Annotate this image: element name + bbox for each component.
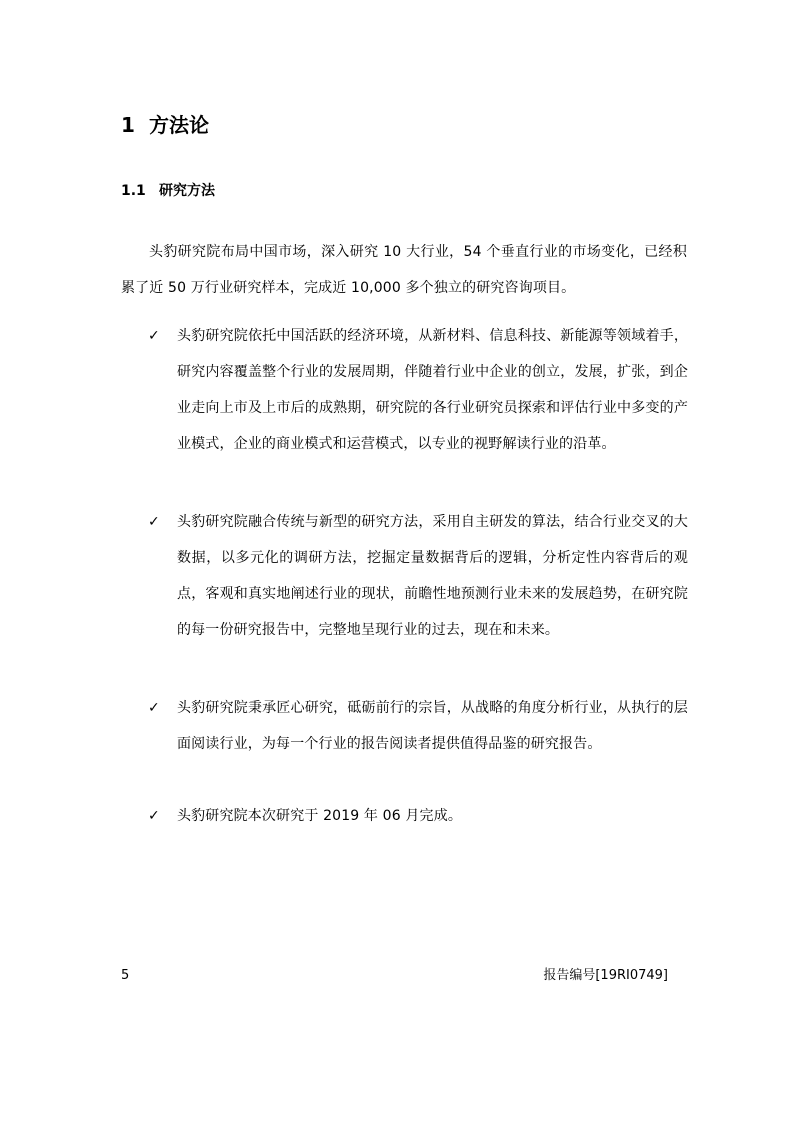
bullet-text: 头豹研究院秉承匠心研究，砥砺前行的宗旨，从战略的角度分析行业，从执行的层面阅读行业，为每一个行业的报告阅读者提供值得品鉴的研究报告。 <box>177 700 688 752</box>
page-number: 5 <box>121 968 130 983</box>
section-heading <box>121 110 209 140</box>
section-number: 1 <box>121 113 135 137</box>
check-icon: ✓ <box>148 808 160 824</box>
intro-paragraph: 头豹研究院布局中国市场，深入研究 10 大行业，54 个垂直行业的市场变化，已经积累了近 50 万行业研究样本，完成近 10,000 多个独立的研究咨询项目。 <box>121 244 687 296</box>
bullet-text: 头豹研究院融合传统与新型的研究方法，采用自主研发的算法，结合行业交叉的大数据，以多元化的调研方法，挖掘定量数据背后的逻辑，分析定性内容背后的观点，客观和真实地阐述行业的现状，前瞻性地预测行业未来的发展趋势，在研究院的每一份研究报告中，完整地呈现行业的过去，现在和未来。 <box>177 514 688 638</box>
subsection-title: 研究方法 <box>159 183 215 199</box>
check-icon: ✓ <box>148 328 160 344</box>
subsection-number: 1.1 <box>121 183 146 199</box>
bullet-item <box>148 690 688 762</box>
bullet-text: 头豹研究院依托中国活跃的经济环境，从新材料、信息科技、新能源等领域着手，研究内容覆盖整个行业的发展周期，伴随着行业中企业的创立，发展，扩张，到企业走向上市及上市后的成熟期，研究院的各行业研究员探索和评估行业中多变的产业模式，企业的商业模式和运营模式，以专业的视野解读行业的沿革。 <box>177 328 688 452</box>
report-id: 报告编号[19RI0749] <box>543 968 668 983</box>
check-icon: ✓ <box>148 700 160 716</box>
bullet-item <box>148 318 688 462</box>
section-title: 方法论 <box>149 113 209 137</box>
bullet-item <box>148 798 688 834</box>
check-icon: ✓ <box>148 514 160 530</box>
bullet-text: 头豹研究院本次研究于 2019 年 06 月完成。 <box>177 808 462 824</box>
bullet-item <box>148 504 688 648</box>
subsection-heading <box>121 180 215 202</box>
